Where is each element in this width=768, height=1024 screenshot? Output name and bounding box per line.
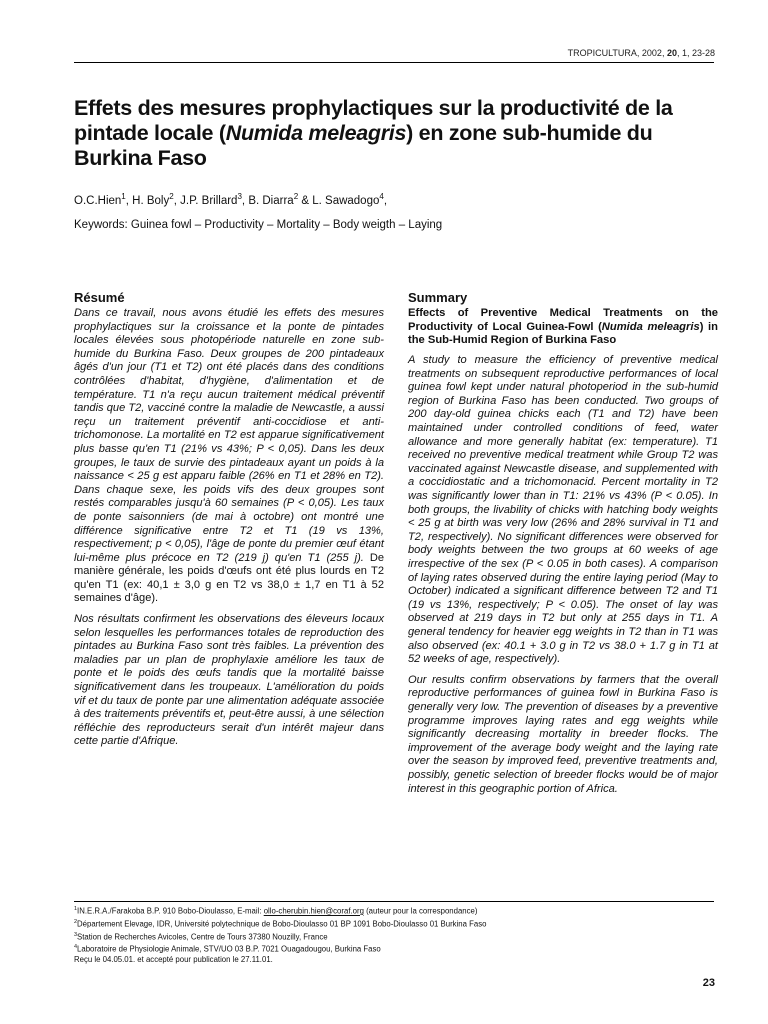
keywords: Keywords: Guinea fowl – Productivity – Mortality – Body weigth – Laying — [74, 219, 443, 231]
author-list — [74, 192, 387, 207]
footnote-1: $^1$IN.E.R.A./Farakoba B.P. 910 Bobo-Dioulasso, E-mail: ollo-cherubin.hien@coraf.org (auteur pour la correspondance) — [74, 906, 478, 916]
resume-paragraph-2: Nos résultats confirment les observations des éleveurs locaux selon lesquelles les performances totales de reproduction des pintades au Burkina Faso sont très faibles. La prévention des maladies par un plan de prophylaxie améliore les taux de ponte et le poids des œufs tandis que la mortalité baisse significativement dans les troupeaux. L'amélioration du poids vif et du taux de ponte par une alimentation adéquate associée à des traitements préventifs et, peut-être aussi, à une sélection réfléchie des reproducteurs serait d'un intérêt majeur dans cette partie d'Afrique. — [74, 613, 384, 748]
header-rule — [74, 62, 714, 63]
article-title — [74, 96, 694, 171]
footnotes — [74, 904, 714, 965]
author: O.C.Hien$^1$, — [74, 192, 133, 207]
footnote-rule — [74, 901, 714, 902]
footnote-3: $^3$Station de Recherches Avicoles, Centre de Tours 37380 Nouzilly, France — [74, 931, 328, 942]
author-email-link[interactable]: ollo-cherubin.hien@coraf.org — [263, 906, 364, 916]
author: L. Sawadogo$^4$, — [312, 192, 388, 207]
summary-paragraph-2: Our results confirm observations by farmers that the overall reproductive performances of guinea fowl in Burkina Faso is generally very low. The prevention of diseases by a preventive programme improves laying rates and egg weights while significantly decreasing mortality in breeder flocks. The improvement of the average body weight and the laying rate over the season by improved feed, preventive treatments and, possibly, genetic selection of breeder flocks would be of major interest in this geographic portion of Africa. — [408, 673, 718, 795]
journal-volume: 20 — [666, 48, 677, 58]
journal-name-year: TROPICULTURA, 2002, — [567, 48, 667, 58]
resume-heading: Résumé — [74, 290, 125, 305]
author: J.P. Brillard$^3$, — [180, 192, 249, 207]
summary-column — [408, 290, 718, 803]
page-number: 23 — [702, 977, 715, 989]
footnote-2: $^2$Département Elevage, IDR, Université polytechnique de Bobo-Dioulasso 01 BP 1091 Bobo-Dioulasso 01 Burkina Faso — [74, 918, 487, 929]
author: B. Diarra$^2$ & — [248, 192, 313, 207]
footnote-4: $^4$Laboratoire de Physiologie Animale, STV/UO 03 B.P. 7021 Ouagadougou, Burkina Faso — [74, 944, 381, 954]
journal-citation — [568, 48, 715, 58]
summary-paragraph-1: A study to measure the efficiency of preventive medical treatments on subsequent reproductive performances of local guinea fowl kept under natural photoperiod in the sub-humid region of Burkina Faso has been conducted. Two groups of 200 day-old guinea chicks each (T1 and T2) have been maintained under controlled conditions of feed, water allowance and more generally habitat (ex: temperature). T1 received no preventive medical treatment while Group T2 was vaccinated against Newcastle disease, and supplemented with a coccidiostatic and a trichomonacid. Percent mortality in T2 was significantly lower than in T1: 21% vs 43% (P < 0.05). In both groups, the livability of chicks with hatching body weights < 25 g at birth was very low (26% and 28% survival in T1 and T2, respectively). No significant differences were observed for body weights between the two groups at 60 weeks of age irrespective of the sex (P < 0.05 in both cases). A comparison of laying rates observed during the entire laying period (May to October) indicated a significant difference between T2 and T1 (19 vs 13%, respectively; P < 0.05). The onset of lay was observed at 219 days in T2 but only at 255 days in T1. A general tendency for heavier egg weights in T2 than in T1 was also observed (ex: 40.1 + 3.0 g in T2 vs 38.0 + 1.7 g in T1 at 52 weeks of age, respectively). — [408, 354, 718, 666]
journal-issue-pages: , 1, 23-28 — [676, 48, 715, 58]
title-part-1: Effets des mesures prophylactiques sur la productivité de la pintade locale ( — [74, 96, 673, 145]
summary-subtitle: Effects of Preventive Medical Treatments on the Productivity of Local Guinea-Fowl (Numida meleagris) in the Sub-Humid Region of Burkina Faso — [408, 307, 718, 347]
title-part-2: ) en zone sub-humide du Burkina Faso — [74, 121, 653, 170]
author: H. Boly$^2$, — [132, 192, 181, 207]
title-species: Numida meleagris — [225, 121, 407, 145]
resume-paragraph-1: Dans ce travail, nous avons étudié les effets des mesures prophylactiques sur la croissance et la ponte de pintades locales élevées sous photopériode naturelle en zone sub-humide du Burkina Faso. Deux groupes de 200 pintadeaux âgés d'un jour (T1 et T2) ont été placés dans des conditions contrôlées d'habitat, d'hygiène, d'alimentation et de température. T1 n'a reçu aucun traitement médical préventif tandis que T2, vacciné contre la maladie de Newcastle, a aussi reçu un traitement préventif anti-coccidiose et anti-trichomonose. La mortalité en T2 est apparue significativement plus basse qu'en T1 (21% vs 43%; P < 0,05). Dans les deux groupes, le taux de survie des pintadeaux ayant un poids à la naissance < 25 g est apparu faible (26% en T1 et 28% en T2). Dans chaque sexe, les poids vifs des deux groupes sont restés comparables jusqu'à 60 semaines (P < 0,05). Les taux de ponte saisonniers (de mai à octobre) ont montré une différence significative entre T2 et T1 (19 vs 13%, respectivement; p < 0,05), l'âge de ponte du premier œuf étant lui-même plus précoce en T2 (219 j) qu'en T1 (255 j). De manière générale, les poids d'œufs ont été plus lourds en T2 qu'en T1 (ex: 40,1 ± 3,0 g en T2 vs 38,0 ± 1,7 en T1 à 52 semaines d'âge). — [74, 307, 384, 605]
summary-heading: Summary — [408, 290, 468, 305]
resume-column — [74, 290, 384, 756]
received-date: Reçu le 04.05.01. et accepté pour publication le 27.11.01. — [74, 955, 273, 965]
